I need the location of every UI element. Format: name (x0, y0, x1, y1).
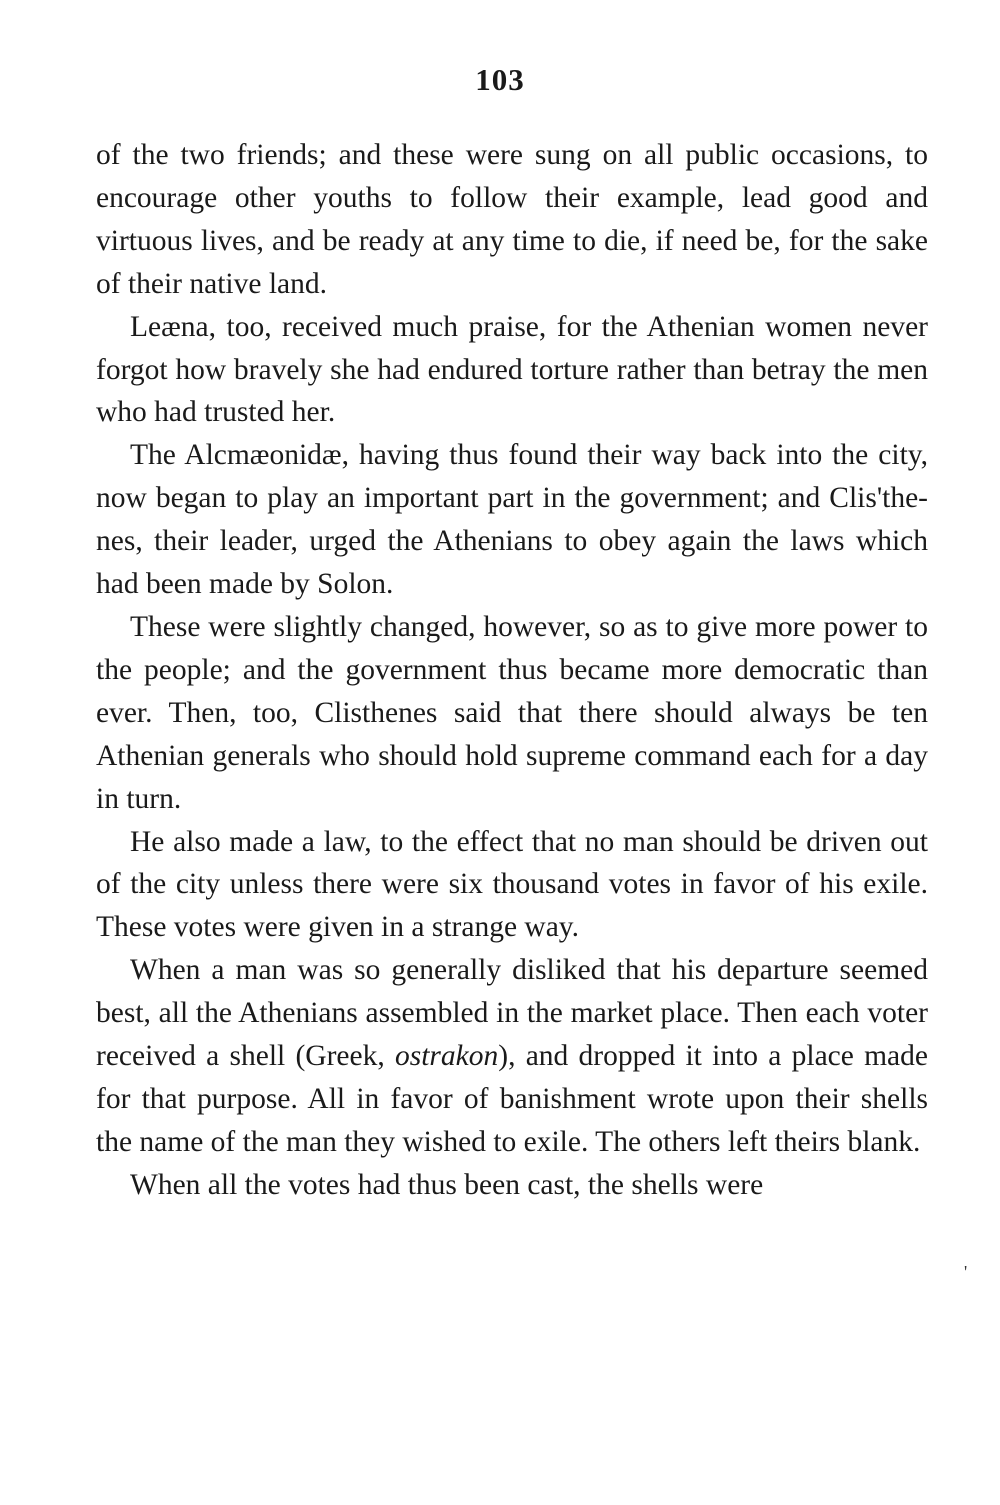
paragraph-leaena: Leæna, too, received much praise, for the Athenian women never forgot how bravely she had endured torture rather than betray the men who had trusted her. (96, 310, 928, 429)
paragraph-ostracism (96, 949, 928, 1164)
paragraph-alcmaeonidae: The Alcmæonidæ, having thus found their way back into the city, now began to play an important part in the government; and Clis'the-nes, their leader, urged the Athenians to obey again the laws which had been made by Solon. (96, 439, 928, 601)
paragraph-democracy: These were slightly changed, however, so as to give more power to the people; and the government thus became more democratic than ever. Then, too, Clisthenes said that there should always be ten Athenian generals who should hold supreme command each for a day in turn. (96, 610, 928, 815)
ostracism-text-after: ), and dropped it into a place made for that purpose. All in favor of banishment wrote upon their shells the name of the man they wished to exile. The others left theirs blank. (96, 1040, 928, 1158)
paragraph-votes-cast: When all the votes had thus been cast, the shells were (130, 1168, 764, 1201)
ostracism-text-before: When a man was so generally disliked that his departure seemed best, all the Athenians assembled in the market place. Then each voter received a shell (Greek, (96, 954, 928, 1073)
margin-mark: ' (964, 1262, 968, 1282)
ostrakon-term: ostrakon (395, 1040, 499, 1073)
body-text (96, 134, 928, 1207)
paragraph-continuation: of the two friends; and these were sung on all public occasions, to encourage other youths to follow their example, lead good and virtuous lives, and be ready at any time to die, if need be, for the sake of their native land. (96, 139, 928, 300)
page-number: 103 (475, 62, 525, 97)
paragraph-exile-law: He also made a law, to the effect that no man should be driven out of the city unless there were six thousand votes in favor of his exile. These votes were given in a strange way. (96, 825, 928, 944)
